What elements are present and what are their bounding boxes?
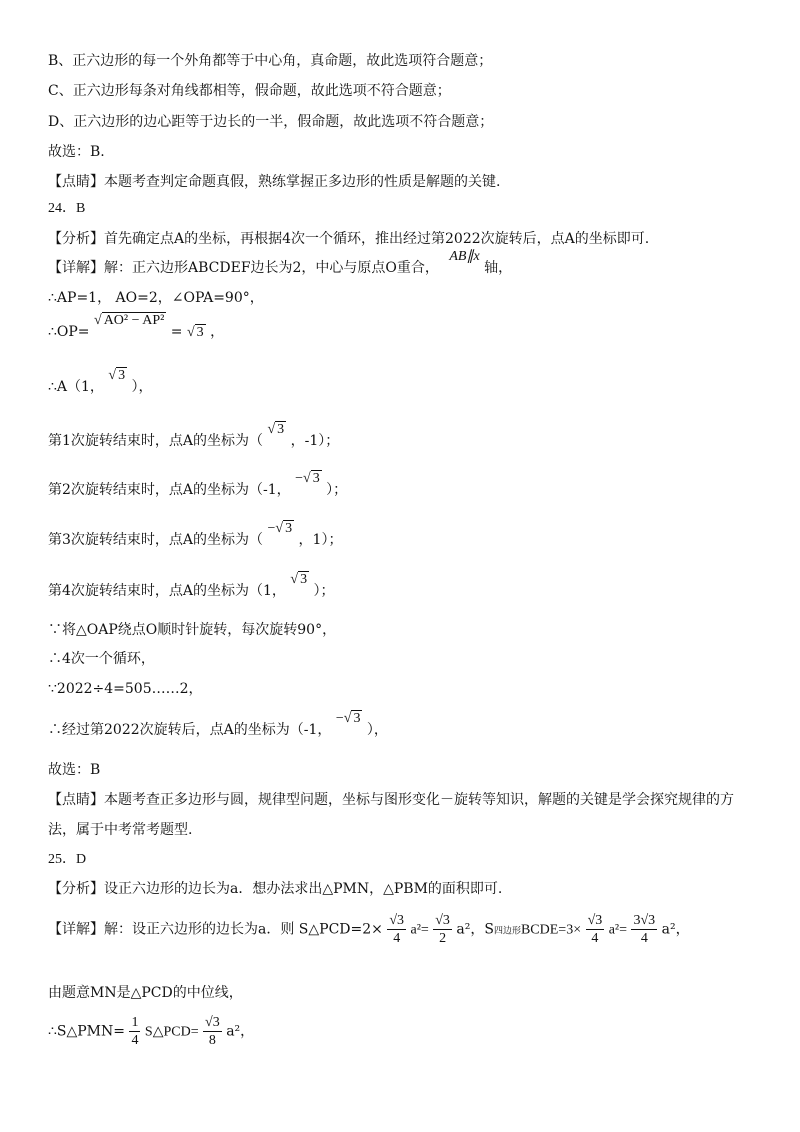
option-c-line: C、正六边形每条对角线都相等，假命题，故此选项不符合题意； — [48, 83, 451, 99]
question-25-header: 25．D — [48, 852, 87, 867]
denominator: 4 — [640, 931, 648, 946]
radicand: 3 — [312, 471, 320, 486]
sqrt-3: √ 3 — [290, 572, 308, 587]
numerator: √3 — [205, 1015, 220, 1030]
expression-end: a²， — [226, 1023, 255, 1040]
expression-end: a²， — [661, 921, 690, 938]
answer-choice-1: 故选：B. — [48, 144, 105, 160]
sqrt-3: √ 3 — [303, 471, 320, 486]
expression-text: a²= — [410, 922, 429, 938]
detail-text: 【详解】解：正六边形ABCDEF边长为2，中心与原点O重合， — [48, 260, 439, 276]
comment-2-line-1: 【点睛】本题考查正多边形与圆，规律型问题，坐标与图形变化－旋转等知识，解题的关键是学会探究规律的方 — [48, 792, 734, 808]
fraction — [387, 912, 406, 947]
r1-end: ，-1）； — [290, 433, 340, 449]
sqrt-3: √ 3 — [108, 368, 126, 383]
final-end: ）， — [366, 722, 388, 738]
expression-text: a²= — [608, 922, 628, 938]
rotation-4 — [48, 572, 335, 601]
minus-sign: − — [267, 521, 276, 536]
r3-end: ，1）； — [298, 532, 343, 548]
op-calculation — [48, 313, 225, 342]
sqrt-result: √ 3 — [186, 325, 204, 340]
equals-sign: = — [170, 324, 183, 340]
minus-sign: − — [295, 471, 304, 486]
expression-text: BCDE=3× — [520, 922, 582, 938]
r2-prefix: 第2次旋转结束时，点A的坐标为（-1， — [48, 482, 291, 498]
subscript: 四边形 — [493, 926, 521, 937]
fraction — [631, 912, 657, 947]
answer-choice-2: 故选：B — [48, 762, 101, 778]
cycle-statement: ∴4次一个循环， — [48, 651, 155, 667]
question-24-detail — [48, 249, 513, 278]
rotation-2 — [48, 471, 348, 500]
pmn-prefix: ∴S△PMN= — [48, 1023, 125, 1040]
question-24-header: 24．B — [48, 201, 86, 216]
numerator: √3 — [389, 913, 405, 928]
denominator: 4 — [591, 931, 599, 946]
final-prefix: ∴经过第2022次旋转后，点A的坐标为（-1， — [48, 722, 332, 738]
numerator: √3 — [435, 913, 450, 928]
r1-prefix: 第1次旋转结束时，点A的坐标为（ — [48, 433, 264, 449]
denominator: 4 — [131, 1033, 139, 1048]
question-25-detail — [48, 912, 690, 949]
numerator: 3√3 — [633, 913, 656, 928]
fraction — [203, 1014, 222, 1049]
sqrt-3: √ 3 — [267, 422, 285, 437]
radicand: 3 — [300, 572, 308, 587]
r3-prefix: 第3次旋转结束时，点A的坐标为（ — [48, 532, 264, 548]
fraction — [586, 912, 605, 947]
expression-text: S△PCD= — [144, 1024, 199, 1040]
radicand: 3 — [285, 521, 293, 536]
result-radicand: 3 — [196, 325, 204, 340]
a-prefix: ∴A（1， — [48, 379, 104, 395]
denominator: 2 — [439, 931, 447, 946]
point-a-coordinates — [48, 368, 153, 397]
radicand: 3 — [277, 422, 285, 437]
question-24-analysis: 【分析】首先确定点A的坐标，再根据4次一个循环，推出经过第2022次旋转后，点A的坐标即可. — [48, 231, 650, 247]
parallel-expression: AB∥x — [449, 249, 480, 264]
comment-1: 【点睛】本题考查判定命题真假，熟练掌握正多边形的性质是解题的关键. — [48, 174, 501, 190]
sqrt-3: √ 3 — [275, 521, 293, 536]
denominator: 4 — [393, 931, 401, 946]
detail-prefix: 【详解】解：设正六边形的边长为a．则 S△PCD=2× — [48, 921, 383, 938]
fraction — [433, 912, 452, 947]
rotation-reason: ∵将△OAP绕点O顺时针旋转，每次旋转90°， — [48, 622, 337, 638]
pmn-area — [48, 1014, 254, 1050]
numerator: 1 — [131, 1015, 139, 1030]
r2-end: ）； — [326, 482, 348, 498]
denominator: 8 — [208, 1033, 216, 1048]
sqrt-expression: √ AO² − AP² — [94, 313, 165, 328]
r4-prefix: 第4次旋转结束时，点A的坐标为（1， — [48, 583, 286, 599]
a-end: ）， — [131, 379, 153, 395]
question-25-analysis: 【分析】设正六边形的边长为a．想办法求出△PMN，△PBM的面积即可. — [48, 881, 503, 897]
numerator: √3 — [587, 913, 603, 928]
sqrt-3: √ 3 — [343, 711, 361, 726]
radicand: 3 — [353, 711, 361, 726]
op-prefix: ∴OP= — [48, 324, 90, 340]
expression-text: a²，S — [456, 921, 494, 938]
midline-statement: 由题意MN是△PCD的中位线， — [48, 985, 243, 1001]
minus-sign: − — [335, 711, 344, 726]
radicand: 3 — [118, 368, 126, 383]
option-b-line: B、正六边形的每一个外角都等于中心角，真命题，故此选项符合题意； — [48, 53, 493, 69]
given-values: ∴AP=1， AO=2，∠OPA=90°， — [48, 290, 264, 306]
fraction — [129, 1014, 140, 1049]
radicand: AO² − AP² — [103, 313, 165, 328]
comment-2-line-2: 法，属于中考常考题型. — [48, 822, 193, 838]
op-end: ， — [210, 324, 225, 340]
rotation-3 — [48, 521, 343, 550]
rotation-1 — [48, 422, 340, 451]
r4-end: ）； — [313, 583, 335, 599]
final-coordinates — [48, 711, 388, 740]
option-d-line: D、正六边形的边心距等于边长的一半，假命题，故此选项不符合题意； — [48, 114, 494, 130]
detail-text-end: 轴， — [484, 260, 513, 276]
division-statement: ∵2022÷4=505……2， — [48, 681, 203, 697]
